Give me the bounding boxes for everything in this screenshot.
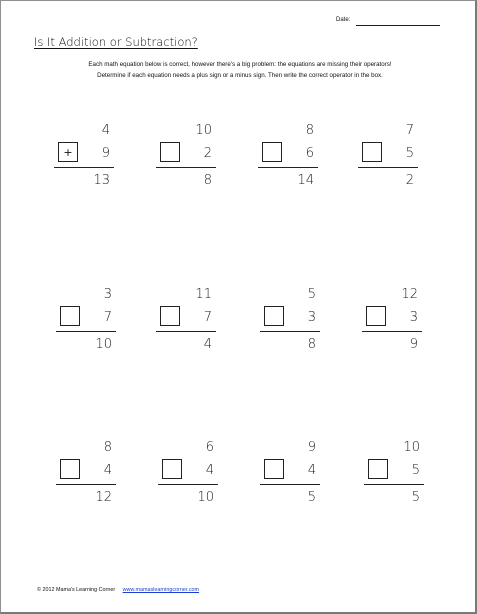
equals-line xyxy=(156,167,216,168)
answer-number: 2 xyxy=(405,173,414,188)
operator-box[interactable] xyxy=(264,306,284,326)
bottom-number: 5 xyxy=(405,146,414,161)
operator-box[interactable] xyxy=(60,306,80,326)
date-label: Date: xyxy=(336,17,351,23)
answer-number: 8 xyxy=(203,173,212,188)
website-link[interactable]: www.mamaslearningcorner.com xyxy=(122,587,200,593)
bottom-number: 3 xyxy=(409,310,418,325)
math-problem xyxy=(258,124,318,196)
top-number: 4 xyxy=(101,123,110,138)
equals-line xyxy=(156,331,216,332)
math-problem xyxy=(156,288,216,360)
operator-box[interactable] xyxy=(60,459,80,479)
operator-box[interactable] xyxy=(362,142,382,162)
footer xyxy=(37,587,199,593)
answer-number: 10 xyxy=(197,490,214,505)
answer-number: 13 xyxy=(93,173,110,188)
bottom-number: 4 xyxy=(307,463,316,478)
equals-line xyxy=(358,167,418,168)
operator-box[interactable] xyxy=(160,142,180,162)
equals-line xyxy=(56,484,116,485)
answer-number: 9 xyxy=(409,337,418,352)
bottom-number: 4 xyxy=(205,463,214,478)
copyright-text: © 2012 Mama's Learning Corner xyxy=(37,587,116,593)
bottom-number: 9 xyxy=(101,146,110,161)
equals-line xyxy=(158,484,218,485)
page-title: Is It Addition or Subtraction? xyxy=(34,35,198,49)
top-number: 3 xyxy=(103,287,112,302)
answer-number: 5 xyxy=(307,490,316,505)
math-problem xyxy=(260,441,320,513)
bottom-number: 3 xyxy=(307,310,316,325)
math-problem xyxy=(362,288,422,360)
operator-box[interactable] xyxy=(162,459,182,479)
bottom-number: 4 xyxy=(103,463,112,478)
bottom-number: 5 xyxy=(411,463,420,478)
answer-number: 8 xyxy=(307,337,316,352)
equals-line xyxy=(260,484,320,485)
equals-line xyxy=(56,331,116,332)
math-problem xyxy=(158,441,218,513)
bottom-number: 6 xyxy=(305,146,314,161)
answer-number: 5 xyxy=(411,490,420,505)
operator-box[interactable] xyxy=(368,459,388,479)
instructions xyxy=(22,59,458,81)
top-number: 10 xyxy=(195,123,212,138)
operator-box[interactable] xyxy=(262,142,282,162)
top-number: 8 xyxy=(305,123,314,138)
top-number: 10 xyxy=(403,440,420,455)
top-number: 5 xyxy=(307,287,316,302)
math-problem xyxy=(54,124,114,196)
top-number: 6 xyxy=(205,440,214,455)
top-number: 9 xyxy=(307,440,316,455)
equals-line xyxy=(54,167,114,168)
top-number: 8 xyxy=(103,440,112,455)
equals-line xyxy=(362,331,422,332)
math-problem xyxy=(56,288,116,360)
bottom-number: 7 xyxy=(103,310,112,325)
top-number: 7 xyxy=(405,123,414,138)
top-number: 12 xyxy=(401,287,418,302)
operator-box[interactable] xyxy=(160,306,180,326)
answer-number: 10 xyxy=(95,337,112,352)
equals-line xyxy=(364,484,424,485)
bottom-number: 2 xyxy=(203,146,212,161)
answer-number: 4 xyxy=(203,337,212,352)
equals-line xyxy=(260,331,320,332)
top-number: 11 xyxy=(195,287,212,302)
answer-number: 12 xyxy=(95,490,112,505)
answer-number: 14 xyxy=(297,173,314,188)
bottom-number: 7 xyxy=(203,310,212,325)
instruction-line: Each math equation below is correct, however there's a big problem: the equations are missing their operators! xyxy=(88,61,392,68)
instruction-line: Determine if each equation needs a plus sign or a minus sign. Then write the correct operator in the box. xyxy=(97,72,383,79)
equals-line xyxy=(258,167,318,168)
math-problem xyxy=(56,441,116,513)
operator-box[interactable] xyxy=(366,306,386,326)
math-problem xyxy=(260,288,320,360)
math-problem xyxy=(358,124,418,196)
math-problem xyxy=(156,124,216,196)
math-problem xyxy=(364,441,424,513)
operator-box[interactable] xyxy=(264,459,284,479)
operator-box[interactable]: + xyxy=(58,142,78,162)
date-field[interactable] xyxy=(356,25,440,26)
